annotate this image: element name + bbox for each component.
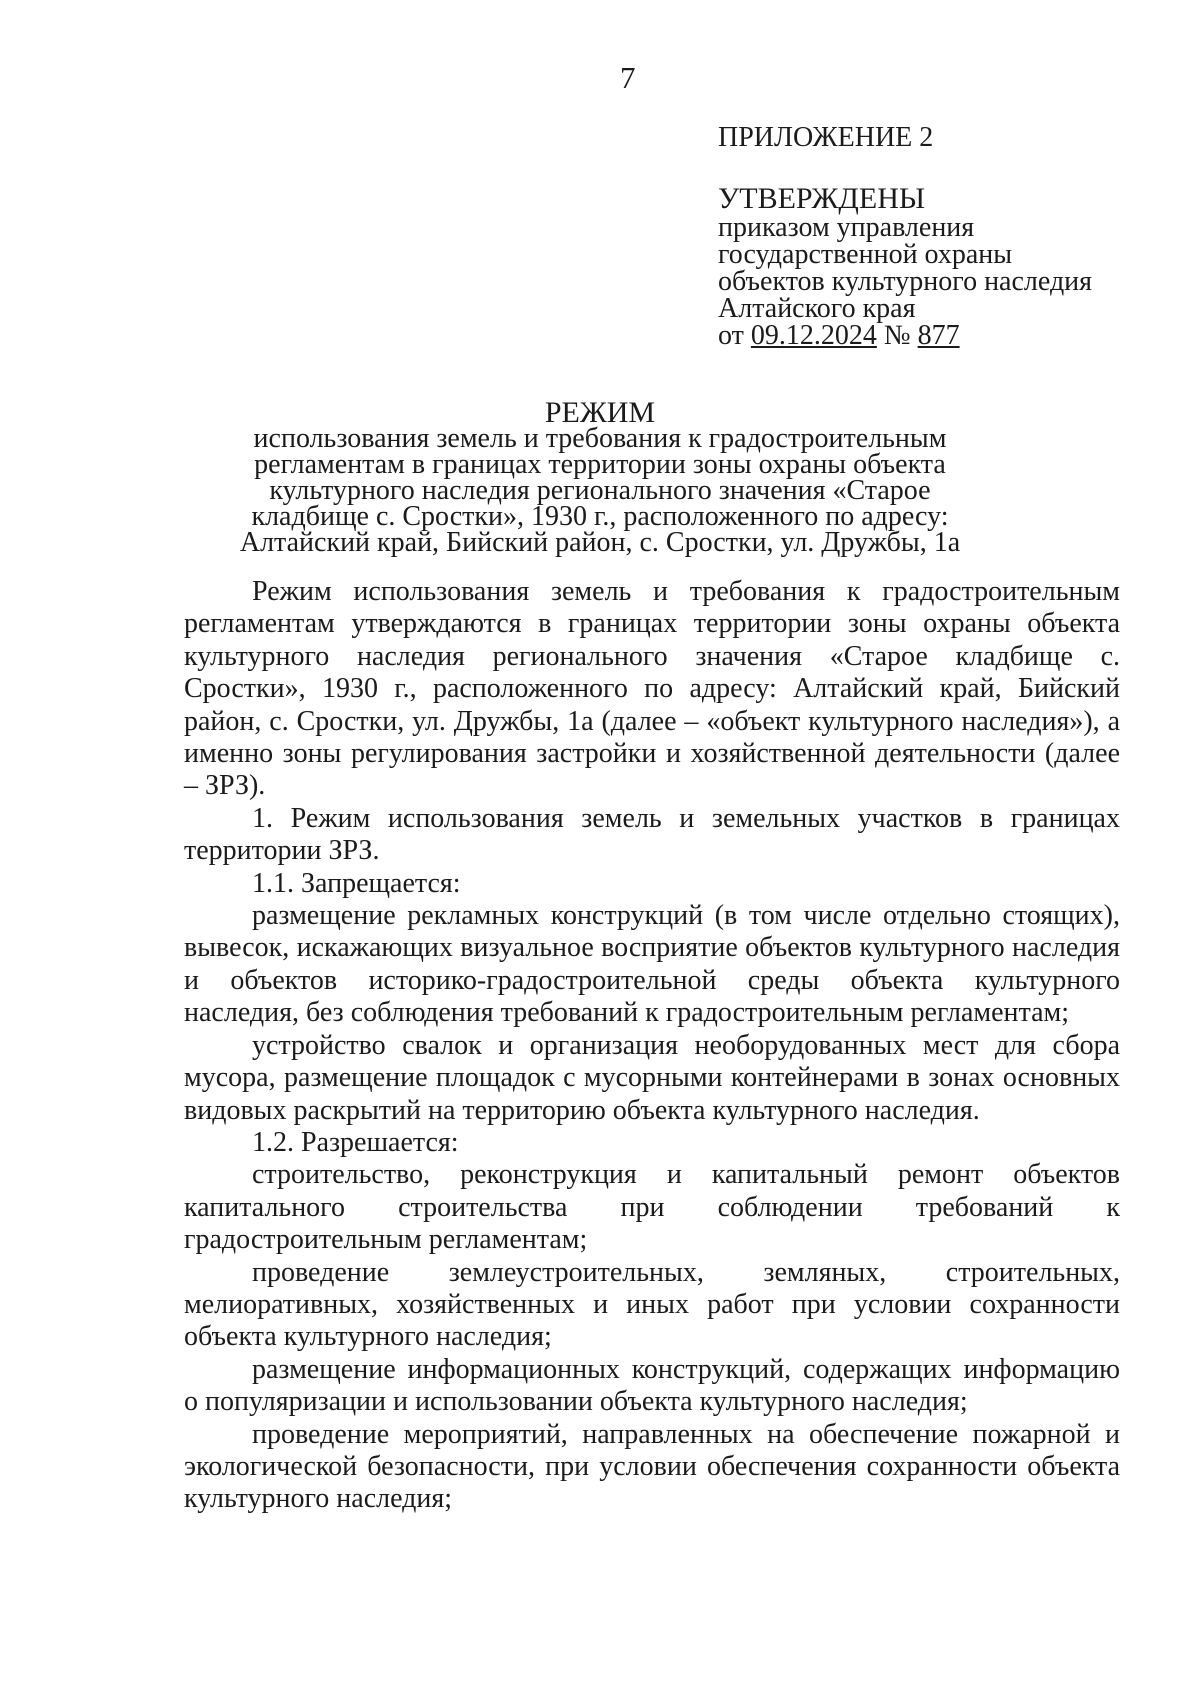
order-date-number <box>718 322 1092 349</box>
appendix-label: ПРИЛОЖЕНИЕ 2 <box>718 122 934 153</box>
document-body <box>184 576 1120 1516</box>
title-line: кладбище с. Сростки», 1930 г., расположенного по адресу: <box>251 501 949 532</box>
prohibition-item: устройство свалок и организация необорудованных мест для сбора мусора, размещение площадок с мусорными контейнерами в зонах основных видовых раскрытий на территорию объекта культурного наследия. <box>184 1029 1120 1126</box>
permission-item: проведение мероприятий, направленных на обеспечение пожарной и экологической безопасности, при условии обеспечения сохранности объекта культурного наследия; <box>184 1418 1120 1515</box>
title-line: регламентам в границах территории зоны охраны объекта <box>254 449 946 480</box>
order-date: 09.12.2024 <box>750 320 877 351</box>
intro-paragraph: Режим использования земель и требования к градостроительным регламентам утверждаются в границах территории зоны охраны объекта культурного наследия регионального значения «Старое кладбище с. Сростки», 1930 г., расположенного по адресу: Алтайский край, Бийский район, с. Сростки, ул. Дружбы, 1а (далее – «объект культурного наследия»), а именно зоны регулирования застройки и хозяйственной деятельности (далее – ЗРЗ). <box>184 576 1120 802</box>
order-line: Алтайского края <box>718 293 916 324</box>
title-heading: РЕЖИМ <box>544 396 656 429</box>
title-line: использования земель и требования к градостроительным <box>253 423 947 454</box>
prohibition-item: размещение рекламных конструкций (в том числе отдельно стоящих), вывесок, искажающих визуальное восприятие объектов культурного наследия и объектов историко-градостроительной среды объекта культурного наследия, без соблюдения требований к градостроительным регламентам; <box>184 900 1120 1029</box>
order-line: объектов культурного наследия <box>718 266 1093 297</box>
permission-item: размещение информационных конструкций, содержащих информацию о популяризации и использовании объекта культурного наследия; <box>184 1353 1120 1418</box>
date-prefix: от <box>718 320 751 351</box>
document-title <box>180 396 1020 558</box>
order-line: приказом управления <box>718 212 975 243</box>
order-number: 877 <box>917 320 960 351</box>
subsection-heading: 1.1. Запрещается: <box>252 867 461 899</box>
page-number: 7 <box>620 60 636 95</box>
number-sign: № <box>876 320 918 351</box>
title-line: культурного наследия регионального значения «Старое <box>269 475 931 506</box>
subsection-heading: 1.2. Разрешается: <box>252 1126 459 1158</box>
approval-stamp-block <box>718 124 1092 349</box>
title-line: Алтайский край, Бийский район, с. Сростки, ул. Дружбы, 1а <box>239 527 961 558</box>
approved-label: УТВЕРЖДЕНЫ <box>718 182 926 215</box>
permission-item: проведение землеустроительных, земляных, строительных, мелиоративных, хозяйственных и иных работ при условии сохранности объекта культурного наследия; <box>184 1256 1120 1353</box>
section-heading: 1. Режим использования земель и земельных участков в границах территории ЗРЗ. <box>184 802 1120 867</box>
permission-item: строительство, реконструкция и капитальный ремонт объектов капитального строительства при соблюдении требований к градостроительным регламентам; <box>184 1159 1120 1256</box>
order-line: государственной охраны <box>718 239 1013 270</box>
